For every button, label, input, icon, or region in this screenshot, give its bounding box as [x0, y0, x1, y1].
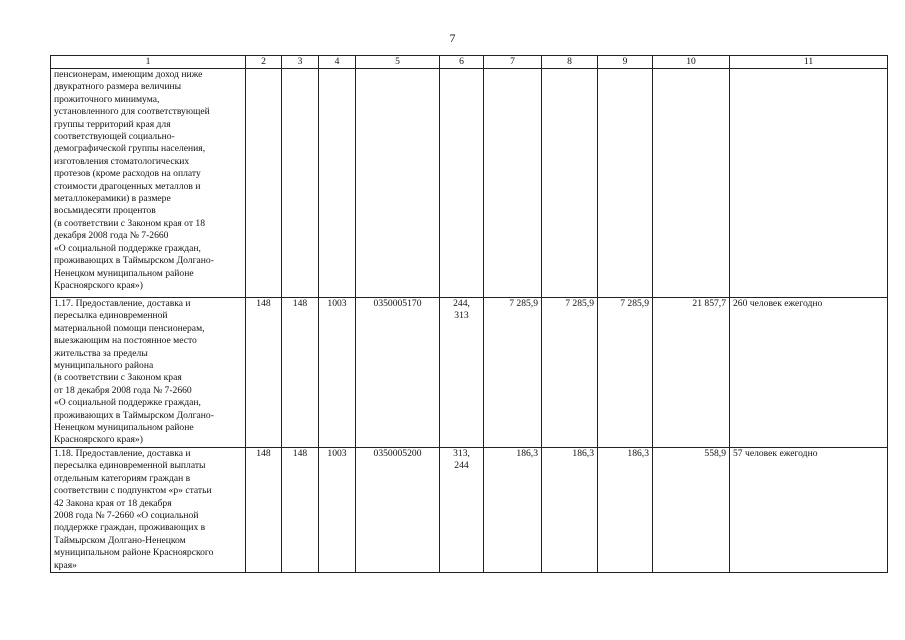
description-line: стоимости драгоценных металлов и: [54, 180, 201, 192]
col10-cell: 21 857,7: [653, 298, 730, 448]
description-line: соответствии с подпунктом «р» статьи: [54, 485, 212, 497]
col3-cell: [282, 69, 319, 298]
col8-cell: 7 285,9: [542, 298, 598, 448]
description-line: пересылка единовременной: [54, 310, 168, 322]
description-line: группы территорий края для: [54, 118, 171, 130]
col6-line: 313,: [453, 448, 470, 459]
col4-cell: [319, 69, 356, 298]
description-line: жительства за пределы: [54, 347, 148, 359]
row-description: [51, 69, 246, 298]
description-line: от 18 декабря 2008 года № 7-2660: [54, 384, 192, 396]
column-header: 8: [542, 56, 598, 69]
description-line: выезжающим на постоянное место: [54, 335, 197, 347]
column-header: 10: [653, 56, 730, 69]
col4-cell: 1003: [319, 298, 356, 448]
col8-cell: 186,3: [542, 448, 598, 573]
col2-cell: 148: [246, 298, 282, 448]
col2-cell: [246, 69, 282, 298]
description-line: декабря 2008 года № 7-2660: [54, 230, 169, 242]
description-line: Ненецком муниципальном районе: [54, 267, 194, 279]
col2-cell: 148: [246, 448, 282, 573]
description-line: отдельным категориям граждан в: [54, 472, 191, 484]
col10-cell: [653, 69, 730, 298]
description-line: демографической группы населения,: [54, 143, 206, 155]
column-header: 7: [484, 56, 542, 69]
description-line: Красноярского края»): [54, 279, 143, 291]
description-line: прожиточного минимума,: [54, 93, 160, 105]
description-line: восьмидесяти процентов: [54, 205, 156, 217]
description-line: проживающих в Таймырском Долгано-: [54, 409, 214, 421]
col10-cell: 558,9: [653, 448, 730, 573]
description-line: 2008 года № 7-2660 «О социальной: [54, 510, 199, 522]
description-line: 1.17. Предоставление, доставка и: [54, 298, 191, 309]
col7-cell: [484, 69, 542, 298]
description-line: проживающих в Таймырском Долгано-: [54, 255, 214, 267]
col11-cell: [730, 69, 888, 298]
col3-cell: 148: [282, 298, 319, 448]
col7-cell: 7 285,9: [484, 298, 542, 448]
col3-cell: 148: [282, 448, 319, 573]
col6-cell: [440, 298, 484, 448]
description-line: Таймырском Долгано-Ненецком: [54, 534, 186, 546]
col5-cell: 0350005170: [356, 298, 440, 448]
table-row: [51, 298, 888, 448]
description-line: 1.18. Предоставление, доставка и: [54, 448, 191, 459]
col11-cell: 260 человек ежегодно: [730, 298, 888, 448]
description-line: «О социальной поддержке граждан,: [54, 242, 201, 254]
description-line: протезов (кроме расходов на оплату: [54, 168, 201, 180]
description-line: соответствующей социально-: [54, 131, 175, 143]
column-header: 2: [246, 56, 282, 69]
description-line: муниципального района: [54, 360, 154, 372]
col9-cell: 7 285,9: [598, 298, 653, 448]
description-line: (в соответствии с Законом края от 18: [54, 217, 206, 229]
column-header: 3: [282, 56, 319, 69]
description-line: изготовления стоматологических: [54, 155, 190, 167]
description-line: пенсионерам, имеющим доход ниже: [54, 69, 203, 80]
description-line: двукратного размера величины: [54, 81, 182, 93]
col9-cell: [598, 69, 653, 298]
col6-cell: [440, 448, 484, 573]
col11-cell: 57 человек ежегодно: [730, 448, 888, 573]
col7-cell: 186,3: [484, 448, 542, 573]
col5-cell: 0350005200: [356, 448, 440, 573]
col5-cell: [356, 69, 440, 298]
column-header: 9: [598, 56, 653, 69]
col9-cell: 186,3: [598, 448, 653, 573]
table-row: [51, 448, 888, 573]
column-header: 5: [356, 56, 440, 69]
description-line: 42 Закона края от 18 декабря: [54, 497, 172, 509]
column-header: 11: [730, 56, 888, 69]
col6-cell: [440, 69, 484, 298]
description-line: (в соответствии с Законом края: [54, 372, 182, 384]
description-line: Ненецком муниципальном районе: [54, 422, 194, 434]
description-line: металлокерамики) в размере: [54, 193, 171, 205]
description-line: поддержке граждан, проживающих в: [54, 522, 206, 534]
description-line: пересылка единовременной выплаты: [54, 460, 206, 472]
row-description: [51, 298, 246, 448]
col8-cell: [542, 69, 598, 298]
row-description: [51, 448, 246, 573]
col6-line: 244,: [453, 298, 470, 309]
col6-line: 313: [454, 310, 469, 322]
description-line: установленного для соответствующей: [54, 106, 210, 118]
description-line: края»: [54, 559, 77, 571]
page-number: 7: [449, 31, 456, 45]
description-line: материальной помощи пенсионерам,: [54, 322, 205, 334]
column-header: 6: [440, 56, 484, 69]
col4-cell: 1003: [319, 448, 356, 573]
col6-line: 244: [454, 460, 469, 472]
description-line: Красноярского края»): [54, 434, 143, 446]
budget-table: [50, 55, 888, 573]
column-header: 4: [319, 56, 356, 69]
header-row: [51, 56, 888, 69]
table-row: [51, 69, 888, 298]
description-line: «О социальной поддержке граждан,: [54, 397, 201, 409]
description-line: муниципальном районе Красноярского: [54, 547, 214, 559]
column-header: 1: [51, 56, 246, 69]
